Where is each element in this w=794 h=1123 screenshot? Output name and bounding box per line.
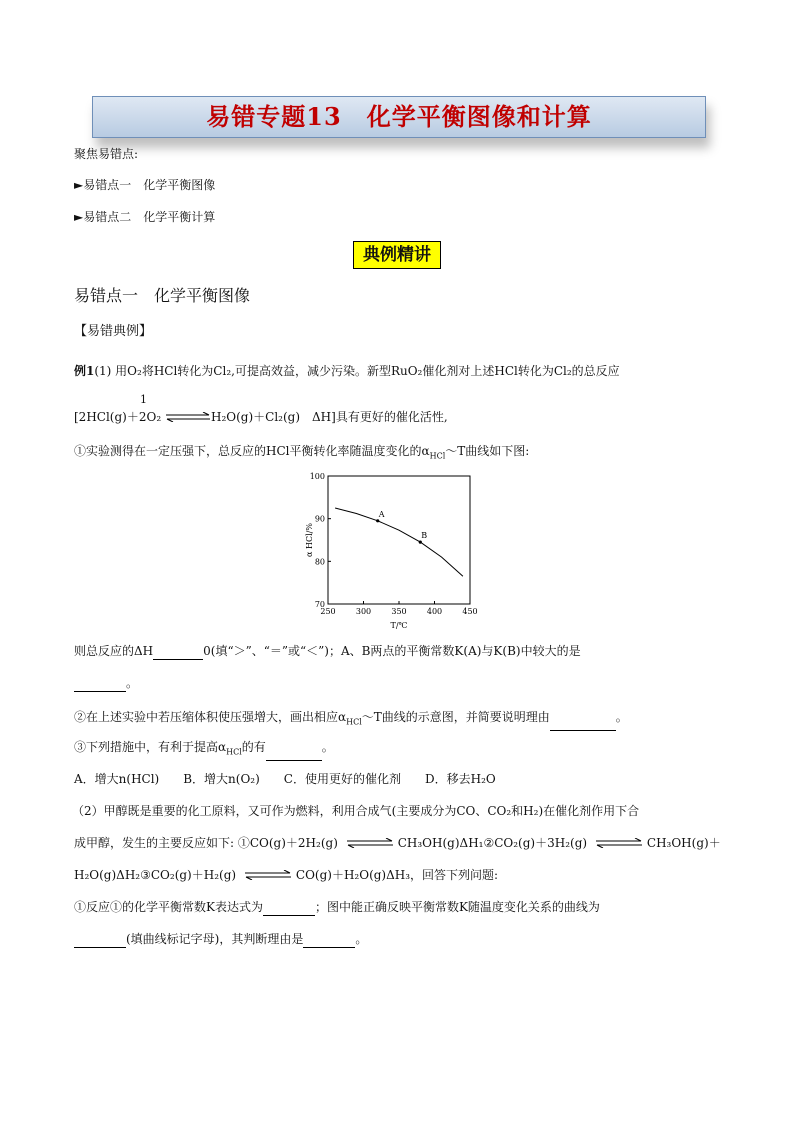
y-tick-label: 80 (314, 557, 325, 567)
q1a-end: ～T曲线如下图: (445, 444, 530, 458)
page-title: 易错专题13 化学平衡图像和计算 (206, 102, 592, 131)
q1b-text (74, 708, 628, 731)
q2-line-3a: H₂O(g)ΔH₂③CO₂(g)＋H₂(g) (74, 868, 237, 882)
y-tick-label: 90 (314, 514, 325, 524)
q1b-tail: 。 (615, 710, 628, 724)
q1a-answer-1: 则总反应的ΔH (74, 644, 154, 658)
q1a-sub: HCl (429, 451, 446, 461)
q1b-end: ～T曲线的示意图，并简要说明理由 (361, 710, 550, 724)
point-label-A: A (378, 509, 385, 519)
equation-line (74, 408, 448, 427)
equilibrium-arrow-icon (244, 867, 292, 885)
q2a-text-cont (74, 930, 367, 948)
y-tick-label: 100 (309, 472, 325, 481)
point-A (376, 519, 379, 522)
q2-line-2c: CH₃OH(g)＋ (646, 836, 721, 850)
blank-judgement[interactable] (303, 933, 355, 948)
focus-heading: 聚焦易错点: (74, 147, 139, 161)
q1c-end: 的有 (241, 740, 266, 754)
example-line-1 (74, 362, 620, 380)
blank-curve[interactable] (74, 933, 126, 948)
focus-item-1: ►易错点一 化学平衡图像 (74, 178, 216, 192)
blank-dh[interactable] (153, 645, 203, 660)
series-line (335, 508, 463, 576)
q1c-sub: HCl (226, 747, 242, 757)
equilibrium-arrow-icon (346, 835, 394, 853)
point-B (419, 541, 422, 544)
q1a-answer-end: 。 (126, 676, 139, 690)
q2-line-3 (74, 866, 498, 885)
q1c-main: ③下列措施中，有利于提高α (74, 740, 227, 754)
q1a-answer-cont (74, 674, 138, 692)
point-label-B: B (421, 531, 428, 541)
x-axis-label: T/℃ (390, 621, 408, 630)
q1a-text (74, 442, 529, 465)
q1-intro: (1) 用O₂将HCl转化为Cl₂,可提高效益，减少污染。新型RuO₂催化剂对上述HCl转化为Cl₂的总反应 (94, 364, 620, 378)
x-tick-label: 400 (426, 607, 443, 616)
conversion-chart (300, 468, 490, 630)
q2a-1: ①反应①的化学平衡常数K表达式为 (74, 900, 263, 914)
q2a-3: (填曲线标记字母)，其判断理由是 (126, 932, 304, 946)
q2a-end: 。 (355, 932, 368, 946)
eq-o2: 2O₂ (138, 410, 162, 424)
q2-line-2a: 成甲醇，发生的主要反应如下: ①CO(g)＋2H₂(g) (74, 836, 338, 850)
blank-reason[interactable] (550, 716, 616, 731)
blank-measures[interactable] (266, 746, 322, 761)
q1c-text (74, 738, 334, 761)
equilibrium-arrow-icon (595, 835, 643, 853)
y-axis-label: α HCl/% (305, 523, 314, 557)
highlight-label: 典例精讲 (353, 241, 441, 269)
section-heading: 易错点一 化学平衡图像 (74, 286, 251, 305)
eq-left: [2HCl(g)＋ (74, 410, 139, 424)
q1a-main: ①实验测得在一定压强下，总反应的HCl平衡转化率随温度变化的α (74, 444, 430, 458)
blank-k-expression[interactable] (263, 901, 315, 916)
section-tag: 【易错典例】 (74, 324, 153, 339)
q1c-tail: 。 (321, 740, 334, 754)
q2a-2: ；图中能正确反映平衡常数K随温度变化关系的曲线为 (314, 900, 600, 914)
q2-line-3b: CO(g)＋H₂O(g)ΔH₃，回答下列问题: (295, 868, 499, 882)
q2-line-1: （2）甲醇既是重要的化工原料，又可作为燃料，利用合成气(主要成分为CO、CO₂和H₂)在催化剂作用下合 (72, 804, 640, 818)
options-line: A．增大n(HCl) B．增大n(O₂) C．使用更好的催化剂 D．移去H₂O (74, 772, 496, 786)
y-tick-label: 70 (314, 600, 325, 609)
example-label: 例1 (74, 364, 95, 378)
q1a-answer (74, 642, 581, 660)
equilibrium-arrow-icon (165, 409, 211, 427)
q1b-sub: HCl (346, 717, 362, 727)
q2a-text (74, 898, 600, 916)
blank-k[interactable] (74, 677, 126, 692)
plot-frame (328, 476, 470, 604)
eq-right: H₂O(g)＋Cl₂(g) ΔH]具有更好的催化活性, (210, 410, 448, 424)
focus-item-2: ►易错点二 化学平衡计算 (74, 210, 216, 224)
x-tick-label: 450 (462, 607, 478, 616)
fraction-numerator: 1 (140, 393, 147, 406)
q1b-main: ②在上述实验中若压缩体积使压强增大，画出相应α (74, 710, 347, 724)
x-tick-label: 300 (355, 607, 372, 616)
x-tick-label: 350 (391, 607, 407, 616)
x-tick-label: 250 (320, 607, 336, 616)
title-banner (92, 96, 706, 138)
q1a-answer-2: 0(填“＞”、“＝”或“＜”)；A、B两点的平衡常数K(A)与K(B)中较大的是 (203, 644, 581, 658)
q2-line-2b: CH₃OH(g)ΔH₁②CO₂(g)＋3H₂(g) (397, 836, 588, 850)
q2-line-2 (74, 834, 721, 853)
